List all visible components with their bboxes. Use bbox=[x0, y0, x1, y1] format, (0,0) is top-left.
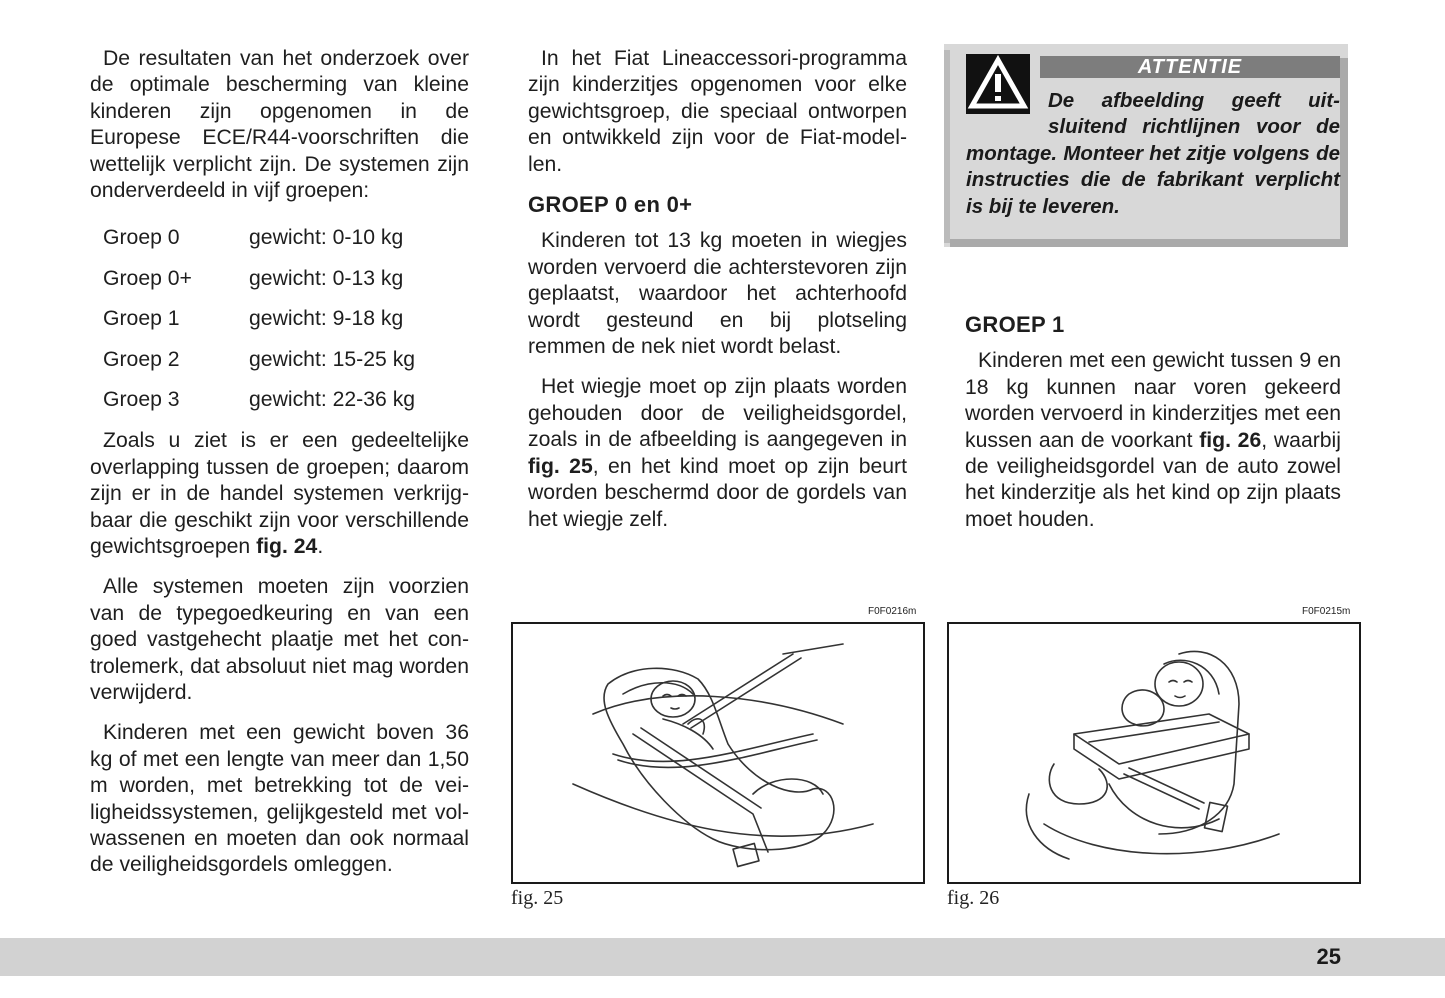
groep-0-paragraph-1: Kinderen tot 13 kg moeten in wiegjes worden vervoerd die achterstevoren zijn geplaatst, waardoor het achterhoofd wordt gesteund en bij plotseling remmen de nek niet wordt belast. bbox=[528, 229, 907, 359]
approval-paragraph: Alle systemen moeten zijn voorzien van de typegoedkeuring en van een goed vastgehecht plaatje met het controlemerk, dat absoluut niet mag worden verwijderd. bbox=[90, 575, 469, 705]
group-weight: gewicht: 0-10 kg bbox=[249, 226, 404, 250]
attention-body: De afbeelding geeft uitsluitend richtlijnen voor de montage. Monteer het zitje volgens de instructies die de fabrikant verplicht is bij te leveren. bbox=[966, 89, 1340, 218]
fig-26-code: F0F0215m bbox=[1302, 606, 1351, 617]
group-name: Groep 0 bbox=[103, 226, 180, 250]
column-middle bbox=[528, 46, 907, 547]
group-weight: gewicht: 9-18 kg bbox=[249, 307, 404, 331]
group-row bbox=[103, 218, 469, 258]
p2-start: Het wiegje moet op zijn plaats worden gehouden door de veiligheidsgordel, zoals in de afbeelding is aangegeven in bbox=[528, 375, 907, 452]
attention-text bbox=[966, 88, 1340, 220]
fig-26-illustration bbox=[947, 622, 1361, 884]
fig-25-code: F0F0216m bbox=[868, 606, 917, 617]
overlap-end: . bbox=[317, 535, 324, 559]
fig-25-label: fig. 25 bbox=[511, 887, 564, 909]
attention-title: ATTENTIE bbox=[1040, 56, 1340, 78]
adult-paragraph: Kinderen met een gewicht boven 36 kg of met een lengte van meer dan 1,50 m worden, met betrekking tot de veiligheidssystemen, gelijkgesteld met volwassenen en moeten dan ook normaal de veiligheidsgordels omleggen. bbox=[90, 721, 469, 877]
fig-25-illustration bbox=[511, 622, 925, 884]
fig-24-reference: fig. 24 bbox=[256, 535, 318, 559]
intro-paragraph: De resultaten van het onderzoek over de optimale bescherming van kleine kinderen zijn opgenomen in de Europese ECE/R44-voorschriften die wettelijk verplicht zijn. De systemen zijn onderverdeeld in vijf groepen: bbox=[90, 47, 469, 203]
page-footer-bar bbox=[0, 938, 1445, 976]
groep-1-paragraph bbox=[965, 348, 1341, 533]
group-row bbox=[103, 380, 469, 420]
lineaccessori-paragraph: In het Fiat Lineaccessori-programma zijn kinderzitjes opgenomen voor elke gewichtsgroep, die speciaal ontworpen en ontwikkeld zijn voor de Fiat-modellen. bbox=[528, 47, 907, 176]
weight-groups-list bbox=[103, 218, 469, 420]
g1-start: Kinderen met een gewicht tussen 9 en 18 kg kunnen naar voren gekeerd worden vervoerd in kinderzitjes met een kussen aan de voorkant bbox=[965, 349, 1341, 452]
fig-26-reference: fig. 26 bbox=[1199, 428, 1262, 452]
g1-end: , waarbij de veiligheidsgordel van de auto zowel het kinderzitje als het kind op zijn plaats moet houden. bbox=[965, 428, 1341, 531]
groep-0-paragraph-2 bbox=[528, 374, 907, 532]
group-weight: gewicht: 0-13 kg bbox=[249, 266, 404, 290]
group-row bbox=[103, 340, 469, 380]
groep-0-heading: GROEP 0 en 0+ bbox=[528, 192, 693, 218]
group-name: Groep 3 bbox=[103, 387, 180, 411]
overlap-paragraph bbox=[90, 428, 469, 560]
overlap-text: Zoals u ziet is er een gedeeltelijke overlapping tussen de groepen; daarom zijn er in de handel systemen verkrijgbaar die geschikt zijn voor verschillende gewichtsgroepen bbox=[90, 429, 469, 559]
group-row bbox=[103, 259, 469, 299]
group-weight: gewicht: 15-25 kg bbox=[249, 347, 416, 371]
attention-box bbox=[944, 44, 1348, 247]
group-name: Groep 2 bbox=[103, 347, 180, 371]
group-name: Groep 1 bbox=[103, 307, 180, 331]
group-weight: gewicht: 22-36 kg bbox=[249, 387, 416, 411]
fig-25-reference: fig. 25 bbox=[528, 454, 593, 478]
page-number: 25 bbox=[1316, 944, 1341, 969]
p2-end: , en het kind moet op zijn beurt worden beschermd door de gordels van het wiegje zelf. bbox=[528, 454, 907, 531]
column-left bbox=[90, 46, 469, 893]
group-name: Groep 0+ bbox=[103, 266, 192, 290]
groep-1-heading: GROEP 1 bbox=[965, 312, 1065, 337]
fig-26-label: fig. 26 bbox=[947, 887, 1000, 909]
group-row bbox=[103, 299, 469, 339]
column-right bbox=[965, 298, 1341, 547]
